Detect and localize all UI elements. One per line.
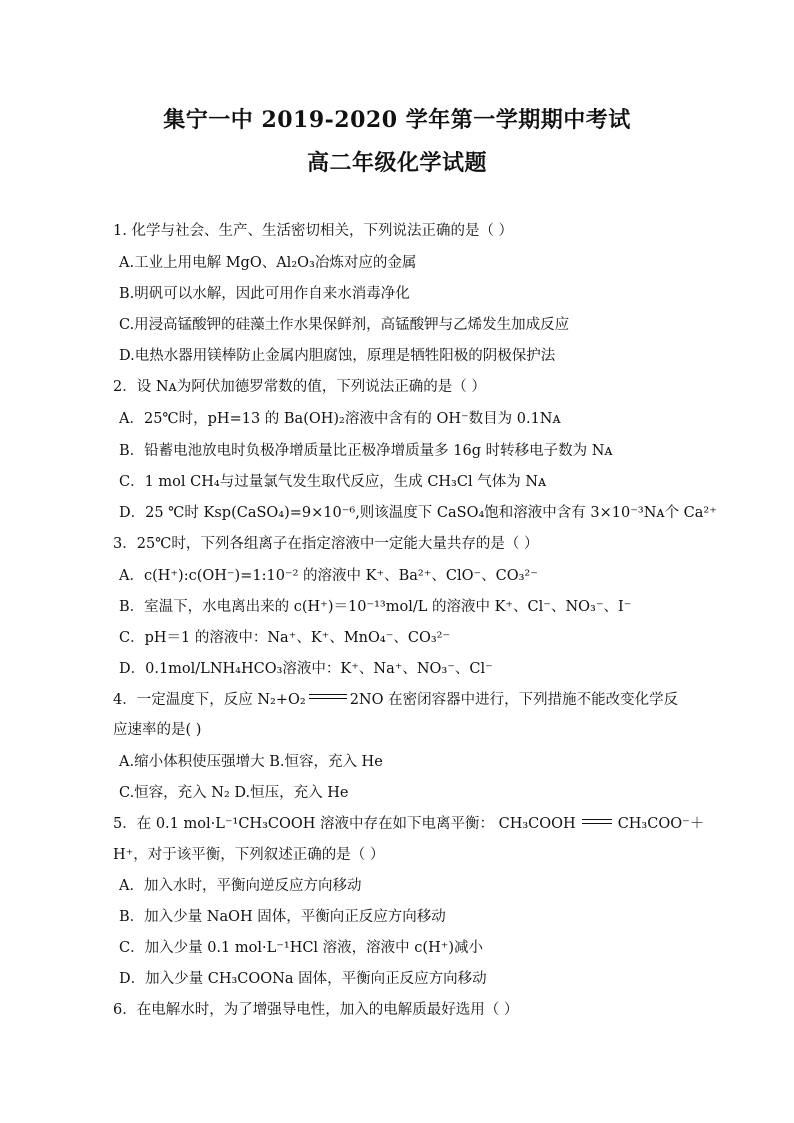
reversible-arrow-icon [582, 817, 612, 827]
question-1-option-a: A.工业上用电解 MgO、Al₂O₃冶炼对应的金属 [119, 255, 417, 271]
question-5-option-c: C．加入少量 0.1 mol·L⁻¹HCl 溶液，溶液中 c(H⁺)减小 [119, 940, 484, 956]
question-2-option-b: B．铅蓄电池放电时负极净增质量比正极净增质量多 16g 时转移电子数为 Nᴀ [119, 443, 613, 459]
question-2-option-d: D．25 ℃时 Ksp(CaSO₄)=9×10⁻⁶,则该温度下 CaSO₄饱和溶液中含有 3×10⁻³Nᴀ个 Ca²⁺ [119, 505, 717, 521]
page-title: 集宁一中 2019-2020 学年第一学期期中考试 [163, 107, 631, 133]
question-3-option-d: D．0.1mol/LNH₄HCO₃溶液中：K⁺、Na⁺、NO₃⁻、Cl⁻ [119, 661, 493, 677]
question-4-stem-continued: 应速率的是( ) [113, 722, 202, 738]
question-4-options-ab: A.缩小体积使压强增大 B.恒容，充入 He [119, 754, 383, 770]
question-5-stem [113, 814, 704, 834]
question-4-stem-part-b: 2NO 在密闭容器中进行，下列措施不能改变化学反 [349, 692, 679, 708]
page-subtitle: 高二年级化学试题 [306, 150, 487, 176]
question-2-option-c: C．1 mol CH₄与过量氯气发生取代反应，生成 CH₃Cl 气体为 Nᴀ [119, 474, 547, 490]
question-3-option-b: B．室温下，水电离出来的 c(H⁺)＝10⁻¹³mol/L 的溶液中 K⁺、Cl⁻、NO₃⁻、I⁻ [119, 599, 632, 615]
question-5-stem-part-a: 5．在 0.1 mol·L⁻¹CH₃COOH 溶液中存在如下电离平衡： CH₃COOH [113, 816, 576, 832]
question-2-stem: 2．设 Nᴀ为阿伏加德罗常数的值，下列说法正确的是（ ） [113, 379, 486, 395]
question-5-option-d: D．加入少量 CH₃COONa 固体，平衡向正反应方向移动 [119, 971, 487, 987]
question-2-option-a: A．25℃时，pH=13 的 Ba(OH)₂溶液中含有的 OH⁻数目为 0.1Nᴀ [119, 411, 561, 427]
question-5-option-a: A．加入水时，平衡向逆反应方向移动 [119, 878, 362, 894]
question-1-option-b: B.明矾可以水解，因此可用作自来水消毒净化 [119, 286, 410, 302]
question-1-stem: 1. 化学与社会、生产、生活密切相关，下列说法正确的是（ ） [113, 223, 514, 239]
question-5-option-b: B．加入少量 NaOH 固体，平衡向正反应方向移动 [119, 909, 446, 925]
question-5-stem-continued: H⁺，对于该平衡，下列叙述正确的是（ ） [113, 847, 385, 863]
question-1-option-c: C.用浸高锰酸钾的硅藻土作水果保鲜剂，高锰酸钾与乙烯发生加成反应 [119, 317, 570, 333]
question-4-options-cd: C.恒容，充入 N₂ D.恒压，充入 He [119, 785, 349, 801]
question-6-stem: 6．在电解水时，为了增强导电性，加入的电解质最好选用（ ） [113, 1002, 519, 1018]
question-5-stem-part-b: CH₃COO⁻＋ [617, 816, 705, 832]
equilibrium-arrow-icon [309, 692, 347, 702]
question-1-option-d: D.电热水器用镁棒防止金属内胆腐蚀，原理是牺牲阳极的阴极保护法 [119, 348, 556, 364]
question-3-stem: 3．25℃时，下列各组离子在指定溶液中一定能大量共存的是（ ） [113, 536, 539, 552]
question-4-stem [113, 690, 678, 710]
question-3-option-a: A．c(H⁺):c(OH⁻)=1:10⁻² 的溶液中 K⁺、Ba²⁺、ClO⁻、CO₃²⁻ [119, 568, 538, 584]
question-3-option-c: C．pH＝1 的溶液中：Na⁺、K⁺、MnO₄⁻、CO₃²⁻ [119, 630, 451, 646]
question-4-stem-part-a: 4．一定温度下，反应 N₂+O₂ [113, 692, 306, 708]
